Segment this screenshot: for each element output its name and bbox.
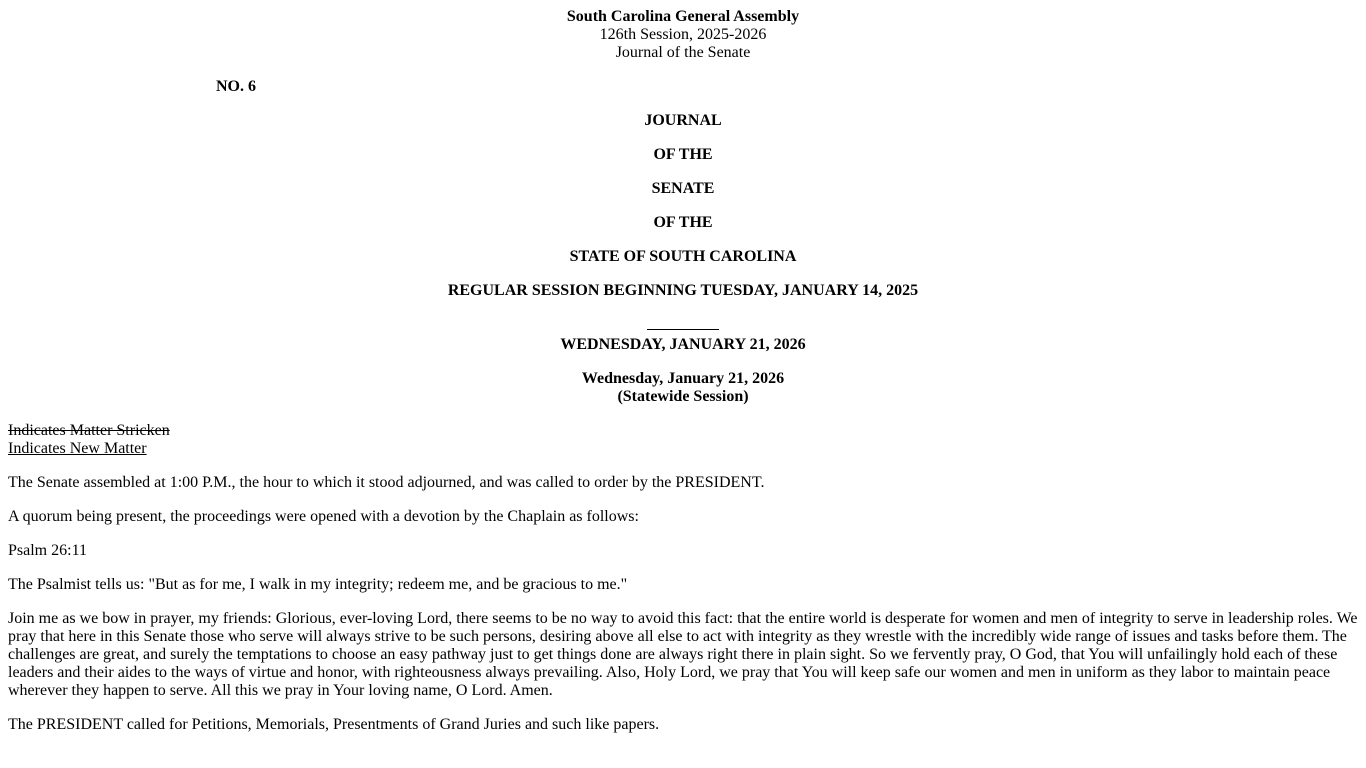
- document-header: [8, 8, 1358, 62]
- day-subheading-session-type: (Statewide Session): [617, 388, 749, 405]
- markup-legend: [8, 422, 1358, 458]
- legend-new-matter: Indicates New Matter: [8, 440, 147, 457]
- divider: [8, 316, 1358, 334]
- legend-stricken: Indicates Matter Stricken: [8, 422, 170, 439]
- title-line-of-the-1: OF THE: [653, 146, 713, 163]
- paragraph-scripture-reference: Psalm 26:11: [8, 542, 87, 559]
- horizontal-rule: [647, 329, 719, 330]
- assembly-name: South Carolina General Assembly: [566, 8, 800, 25]
- day-subheading: [8, 370, 1358, 406]
- day-heading: WEDNESDAY, JANUARY 21, 2026: [560, 336, 806, 353]
- session-name: 126th Session, 2025-2026: [599, 26, 767, 43]
- title-line-regular-session: REGULAR SESSION BEGINNING TUESDAY, JANUARY 14, 2025: [447, 282, 919, 299]
- publication-name: Journal of the Senate: [615, 44, 751, 61]
- journal-number: NO. 6: [216, 78, 256, 95]
- next-section-heading-clipped: [8, 750, 1358, 768]
- title-line-state: STATE OF SOUTH CAROLINA: [569, 248, 797, 265]
- title-line-of-the-2: OF THE: [653, 214, 713, 231]
- paragraph-psalmist: The Psalmist tells us: "But as for me, I walk in my integrity; redeem me, and be gracious to me.": [8, 576, 628, 593]
- day-subheading-date: Wednesday, January 21, 2026: [581, 370, 785, 387]
- title-line-senate: SENATE: [651, 180, 715, 197]
- title-line-journal: JOURNAL: [644, 112, 722, 129]
- paragraph-quorum: A quorum being present, the proceedings were opened with a devotion by the Chaplain as follows:: [8, 508, 639, 525]
- paragraph-petitions: The PRESIDENT called for Petitions, Memorials, Presentments of Grand Juries and such like papers.: [8, 716, 660, 733]
- paragraph-assembled: The Senate assembled at 1:00 P.M., the hour to which it stood adjourned, and was called to order by the PRESIDENT.: [8, 474, 765, 491]
- paragraph-prayer: Join me as we bow in prayer, my friends: Glorious, ever-loving Lord, there seems to be no way to avoid this fact: that the entire world is desperate for women and men of integrity to serve in leadership roles. We pray that here in this Senate those who serve will always strive to be such persons, desiring above all else to act with integrity as they wrestle with the incredibly wide range of issues and tasks before them. The challenges are great, and surely the temptations to choose an easy pathway just to get things done are always right there in plain sight. So we fervently pray, O God, that You will unfailingly hold each of these leaders and their aides to the ways of virtue and honor, with righteousness always prevailing. Also, Holy Lord, we pray that You will keep safe our women and men in uniform as they labor to maintain peace wherever they happen to serve. All this we pray in Your loving name, O Lord. Amen.: [8, 610, 1358, 699]
